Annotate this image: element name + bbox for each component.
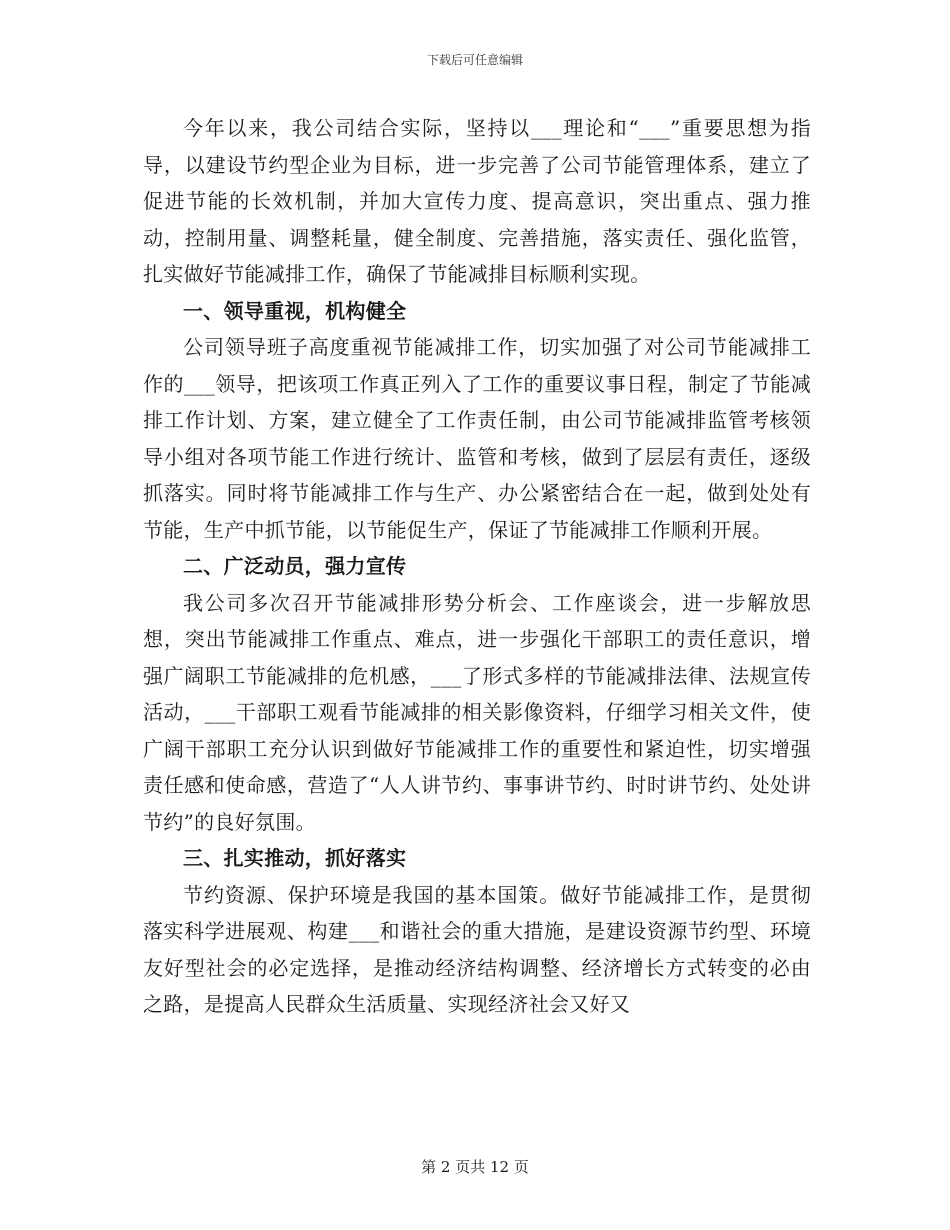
section-1-heading: 一、领导重视，机构健全 (183, 298, 407, 323)
section-2-paragraph: 我公司多次召开节能减排形势分析会、工作座谈会，进一步解放思想，突出节能减排工作重点、难点，进一步强化干部职工的责任意识，增强广阔职工节能减排的危机感，___了形式多样的节能减排法律、法规宣传活动，___干部职工观看节能减排的相关影像资料，仔细学习相关文件，使广阔干部职工充分认识到做好节能减排工作的重要性和紧迫性，切实增强责任感和使命感，营造了“人人讲节约、事事讲节约、时时讲节约、处处讲节约”的良好氛围。 (143, 590, 811, 834)
intro-paragraph: 今年以来，我公司结合实际，坚持以___理论和“___”重要思想为指导，以建设节约型企业为目标，进一步完善了公司节能管理体系，建立了促进节能的长效机制，并加大宣传力度、提高意识，突出重点、强力推动，控制用量、调整耗量，健全制度、完善措施，落实责任、强化监管，扎实做好节能减排工作，确保了节能减排目标顺利实现。 (143, 116, 811, 286)
page-number-footer: 第 2 页共 12 页 (421, 1158, 529, 1176)
section-3-paragraph: 节约资源、保护环境是我国的基本国策。做好节能减排工作，是贯彻落实科学进展观、构建___和谐社会的重大措施，是建设资源节约型、环境友好型社会的必定选择，是推动经济结构调整、经济增长方式转变的必由之路，是提高人民群众生活质量、实现经济社会又好又 (143, 882, 811, 1016)
section-3-heading: 三、扎实推动，抓好落实 (183, 846, 407, 870)
page-header: 下载后可任意编辑 (426, 53, 523, 67)
section-1-paragraph: 公司领导班子高度重视节能减排工作，切实加强了对公司节能减排工作的___领导，把该项工作真正列入了工作的重要议事日程，制定了节能减排工作计划、方案，建立健全了工作责任制，由公司节能减排监管考核领导小组对各项节能工作进行统计、监管和考核，做到了层层有责任，逐级抓落实。同时将节能减排工作与生产、办公紧密结合在一起，做到处处有节能，生产中抓节能，以节能促生产，保证了节能减排工作顺利开展。 (143, 335, 811, 542)
document-body (143, 110, 811, 1023)
section-2-heading: 二、广泛动员，强力宣传 (183, 554, 407, 578)
